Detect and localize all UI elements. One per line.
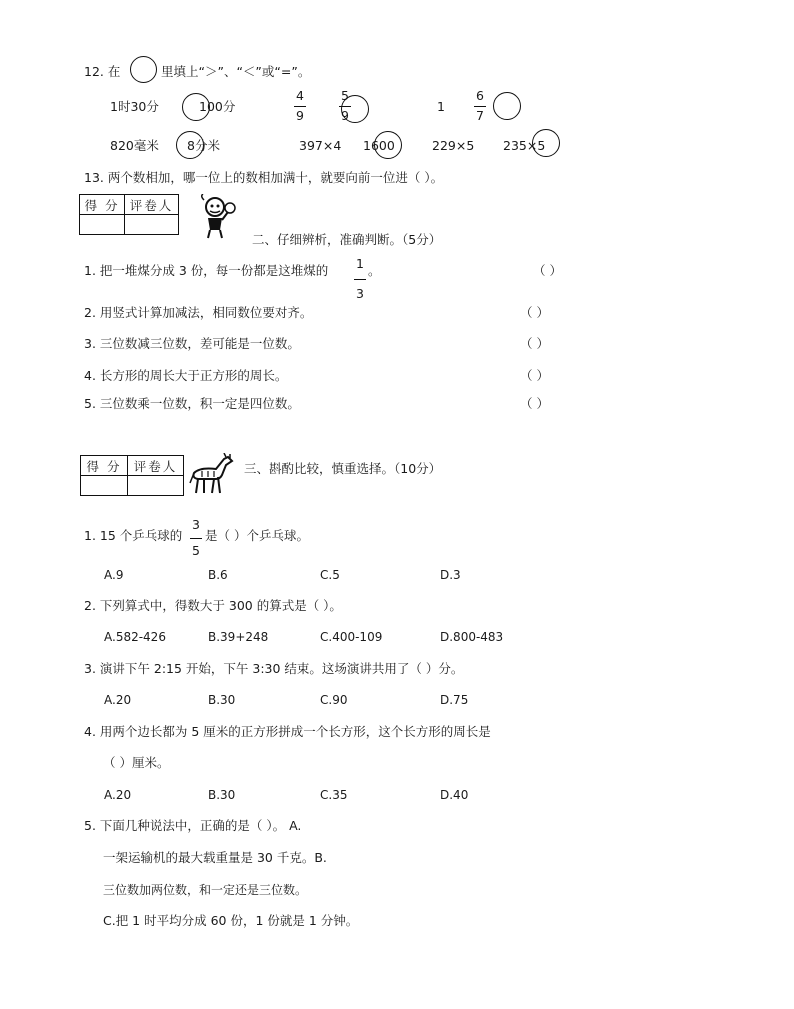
section3-title: 三、斟酌比较，慎重选择。（10分） xyxy=(244,461,442,476)
grader-label: 评卷人 xyxy=(127,456,183,476)
fraction xyxy=(474,90,486,122)
q12-r1-a-right: 100分 xyxy=(199,99,236,114)
answer-paren[interactable]: （ ） xyxy=(533,263,562,278)
fraction-numerator: 4 xyxy=(296,88,304,103)
score-cell[interactable] xyxy=(80,215,125,235)
s2-item4-text: 4. 长方形的周长大于正方形的周长。 xyxy=(84,368,288,383)
q12-prompt-start: 12. 在 xyxy=(84,64,121,79)
fraction xyxy=(354,258,366,300)
fraction-denominator: 5 xyxy=(192,542,200,558)
option-b[interactable]: B.6 xyxy=(208,568,228,582)
option-d[interactable]: D.800-483 xyxy=(440,630,504,644)
grader-cell[interactable] xyxy=(127,476,183,496)
fraction-denominator: 7 xyxy=(476,107,484,123)
option-b[interactable]: B.39+248 xyxy=(208,630,269,644)
s2-item1-text: 1. 把一堆煤分成 3 份，每一份都是这堆煤的 xyxy=(84,263,329,278)
q12-r2-c-right: 235×5 xyxy=(503,138,546,153)
answer-paren[interactable]: （ ） xyxy=(520,336,549,351)
q12-r2-b-left: 397×4 xyxy=(299,138,342,153)
option-c[interactable]: C.5 xyxy=(320,568,340,582)
monkey-icon xyxy=(198,194,238,240)
fraction xyxy=(294,90,306,122)
s2-item1-end: 。 xyxy=(368,263,381,278)
option-a[interactable]: A.20 xyxy=(104,693,132,707)
answer-circle[interactable] xyxy=(493,92,521,120)
q12-prompt-end: 里填上“＞”、“＜”或“=”。 xyxy=(161,64,311,79)
option-c[interactable]: C.400-109 xyxy=(320,630,383,644)
grader-label: 评卷人 xyxy=(125,195,179,215)
q12-r2-a-right: 8分米 xyxy=(187,138,220,153)
answer-paren[interactable]: （ ） xyxy=(520,305,549,320)
answer-circle[interactable] xyxy=(130,56,157,83)
fraction-denominator: 9 xyxy=(296,107,304,123)
q12-r2-a-left: 820毫米 xyxy=(110,138,159,153)
fraction-numerator: 1 xyxy=(356,256,364,271)
q12-r1-c-left: 1 xyxy=(437,99,445,114)
fraction-numerator: 5 xyxy=(341,88,349,103)
s3-q5-line-b[interactable]: 三位数加两位数，和一定还是三位数。 xyxy=(103,883,308,897)
answer-circle[interactable] xyxy=(341,95,369,123)
s3-q1-text-end: 是（ ）个乒乓球。 xyxy=(205,528,309,543)
s3-q4-text-cont: （ ）厘米。 xyxy=(103,755,170,770)
option-d[interactable]: D.75 xyxy=(440,693,469,707)
score-label: 得 分 xyxy=(81,456,128,476)
fraction-numerator: 6 xyxy=(476,88,484,103)
score-box xyxy=(80,455,184,496)
option-d[interactable]: D.3 xyxy=(440,568,461,582)
s3-q2-text: 2. 下列算式中，得数大于 300 的算式是（ ）。 xyxy=(84,598,342,613)
fraction-denominator: 3 xyxy=(356,285,364,301)
grader-cell[interactable] xyxy=(125,215,179,235)
fraction xyxy=(190,519,202,557)
fraction-numerator: 3 xyxy=(192,517,200,532)
option-a[interactable]: A.20 xyxy=(104,788,132,802)
s3-q5-line-c[interactable]: C.把 1 时平均分成 60 份，1 份就是 1 分钟。 xyxy=(103,913,359,928)
option-c[interactable]: C.90 xyxy=(320,693,348,707)
s3-q5-text: 5. 下面几种说法中，正确的是（ ）。 A. xyxy=(84,818,302,833)
answer-paren[interactable]: （ ） xyxy=(520,368,549,383)
q12-r2-c-left: 229×5 xyxy=(432,138,475,153)
s3-q3-text: 3. 演讲下午 2:15 开始，下午 3:30 结束。这场演讲共用了（ ）分。 xyxy=(84,661,464,676)
s2-item3-text: 3. 三位数减三位数，差可能是一位数。 xyxy=(84,336,300,351)
s3-q4-text: 4. 用两个边长都为 5 厘米的正方形拼成一个长方形，这个长方形的周长是 xyxy=(84,724,491,739)
section2-title: 二、仔细辨析，准确判断。（5分） xyxy=(252,232,442,247)
option-c[interactable]: C.35 xyxy=(320,788,348,802)
q12-r2-b-right: 1600 xyxy=(363,138,395,153)
donkey-icon xyxy=(188,453,236,495)
option-a[interactable]: A.9 xyxy=(104,568,124,582)
q12-r1-a-left: 1时30分 xyxy=(110,99,159,114)
fraction-denominator: 9 xyxy=(341,107,349,123)
s3-q1-text: 1. 15 个乒乓球的 xyxy=(84,528,183,543)
s3-q5-line-a[interactable]: 一架运输机的最大载重量是 30 千克。B. xyxy=(103,850,327,865)
score-box xyxy=(79,194,179,235)
option-b[interactable]: B.30 xyxy=(208,788,236,802)
score-label: 得 分 xyxy=(80,195,125,215)
s2-item5-text: 5. 三位数乘一位数，积一定是四位数。 xyxy=(84,396,300,411)
s2-item2-text: 2. 用竖式计算加减法，相同数位要对齐。 xyxy=(84,305,313,320)
option-a[interactable]: A.582-426 xyxy=(104,630,166,644)
option-b[interactable]: B.30 xyxy=(208,693,236,707)
option-d[interactable]: D.40 xyxy=(440,788,469,802)
score-cell[interactable] xyxy=(81,476,128,496)
answer-paren[interactable]: （ ） xyxy=(520,396,549,411)
q13-text: 13. 两个数相加，哪一位上的数相加满十，就要向前一位进（ ）。 xyxy=(84,170,444,185)
